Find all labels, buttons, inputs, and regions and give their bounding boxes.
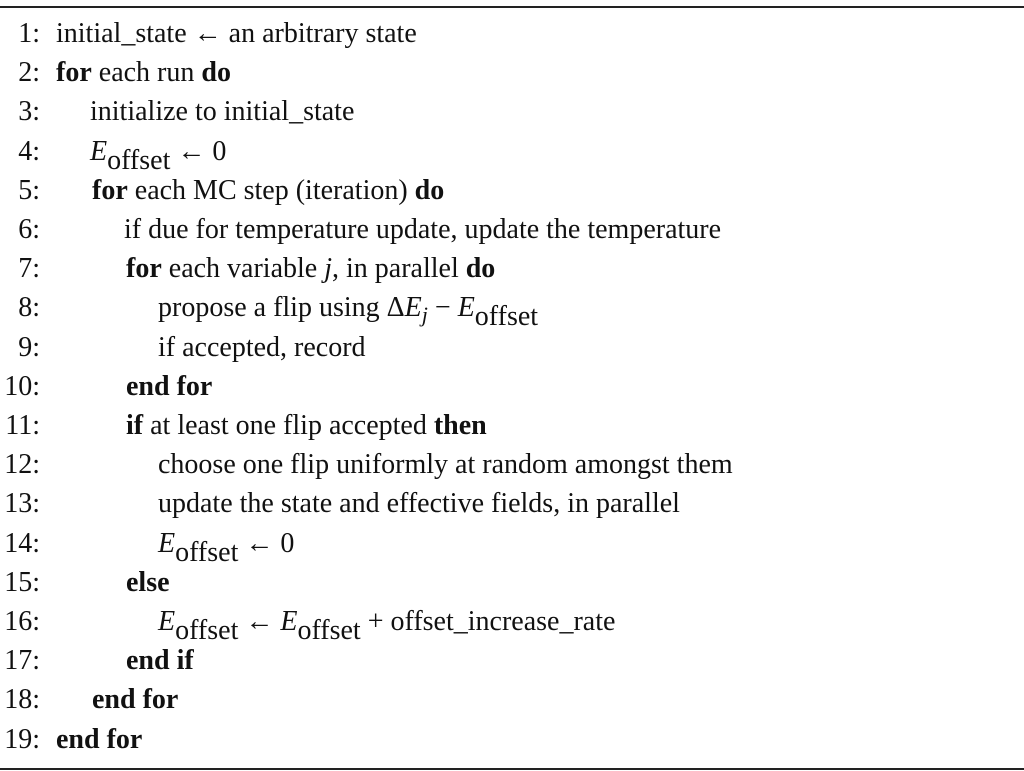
line-number: 9:	[18, 331, 40, 363]
line-text	[56, 720, 142, 759]
line-number: 3:	[18, 96, 40, 128]
algorithm-line	[0, 92, 1024, 131]
algorithm-line	[0, 249, 1024, 288]
line-number: 16:	[4, 606, 40, 637]
keyword: for	[126, 253, 162, 285]
subscript: offset	[474, 301, 539, 333]
line-text	[126, 367, 212, 406]
line-number: 8:	[18, 292, 40, 324]
keyword: for	[92, 174, 128, 206]
line-number: 18:	[4, 684, 40, 716]
algorithm-line	[0, 445, 1024, 484]
math-symbol: E	[158, 527, 176, 559]
text-fragment: each run	[91, 57, 202, 89]
line-text	[126, 641, 194, 680]
text-fragment: ←	[238, 606, 281, 637]
algorithm-line	[0, 720, 1024, 759]
text-fragment: ← 0	[170, 135, 227, 167]
line-number: 7:	[18, 253, 40, 285]
line-text	[158, 484, 680, 523]
text-fragment: update the state and effective fields, in parallel	[158, 488, 680, 520]
text-fragment: −	[427, 292, 458, 324]
line-number: 5:	[18, 174, 40, 206]
line-number: 4:	[18, 135, 40, 167]
algorithm-line	[0, 563, 1024, 602]
text-fragment: ← 0	[238, 527, 295, 559]
subscript: offset	[175, 536, 239, 568]
line-number: 10:	[4, 370, 40, 402]
algorithm-line	[0, 524, 1024, 568]
text-fragment: if accepted, record	[158, 331, 366, 363]
line-text	[158, 602, 616, 646]
line-text	[90, 92, 354, 131]
algorithm-line	[0, 602, 1024, 646]
algorithm-line	[0, 367, 1024, 406]
line-text	[56, 53, 231, 92]
text-fragment: ←	[186, 18, 229, 49]
line-text	[92, 680, 178, 719]
algorithm-line	[0, 288, 1024, 333]
text-fragment: propose a flip using	[158, 292, 387, 324]
math-symbol: E	[280, 606, 298, 637]
algorithm-line	[0, 484, 1024, 523]
keyword: do	[414, 174, 445, 206]
text-fragment: initialize to initial_state	[90, 96, 355, 128]
text-fragment: each variable	[161, 253, 325, 285]
line-text	[126, 406, 487, 445]
line-text	[124, 210, 721, 249]
line-number: 11:	[5, 410, 40, 441]
algorithm-line	[0, 171, 1024, 210]
line-number: 13:	[4, 488, 40, 520]
bottom-rule	[0, 768, 1024, 770]
line-text	[158, 524, 295, 568]
algorithm-line	[0, 210, 1024, 249]
text-fragment: choose one flip uniformly at random amongst them	[158, 449, 733, 481]
line-number: 14:	[4, 527, 40, 559]
top-rule	[0, 6, 1024, 8]
subscript: offset	[297, 615, 361, 646]
keyword: do	[465, 253, 496, 285]
line-text	[92, 171, 444, 210]
keyword: end for	[92, 684, 179, 716]
line-text	[158, 328, 366, 367]
line-text	[126, 249, 495, 288]
line-text	[158, 288, 539, 333]
math-symbol: j	[324, 253, 332, 285]
algorithm-line	[0, 680, 1024, 719]
algorithm-line	[0, 14, 1024, 53]
keyword: then	[433, 410, 487, 441]
text-fragment: at least one flip accepted	[143, 410, 434, 441]
keyword: end if	[126, 645, 194, 677]
math-symbol: E	[457, 292, 475, 324]
text-fragment: Δ	[386, 292, 405, 324]
line-number: 1:	[18, 18, 40, 49]
text-fragment: + offset_increase_rate	[360, 606, 616, 637]
text-fragment: initial_state	[56, 18, 187, 49]
algorithm-line	[0, 53, 1024, 92]
keyword: do	[201, 57, 231, 89]
line-number: 19:	[4, 723, 40, 755]
algorithm-line	[0, 132, 1024, 176]
keyword: else	[126, 566, 170, 598]
text-fragment: if due for temperature update, update the temperature	[124, 214, 722, 245]
subscript: offset	[175, 615, 239, 646]
line-text	[56, 14, 417, 53]
text-fragment: , in parallel	[332, 253, 466, 285]
text-fragment: each MC step (iteration)	[127, 174, 415, 206]
text-fragment: an arbitrary state	[228, 18, 417, 49]
line-number: 2:	[18, 57, 40, 89]
algorithm-line	[0, 406, 1024, 445]
keyword: end for	[126, 370, 213, 402]
math-subscript: j	[421, 302, 428, 328]
keyword: if	[126, 410, 144, 441]
line-text	[158, 445, 733, 484]
algorithm-line	[0, 641, 1024, 680]
line-text	[126, 563, 170, 602]
math-symbol: E	[158, 606, 176, 637]
line-number: 6:	[18, 214, 40, 245]
line-number: 12:	[4, 449, 40, 481]
line-text	[90, 132, 227, 176]
subscript: offset	[107, 144, 171, 176]
line-number: 17:	[4, 645, 40, 677]
math-symbol: E	[404, 292, 422, 324]
keyword: end for	[56, 723, 143, 755]
line-number: 15:	[4, 566, 40, 598]
algorithm-line	[0, 328, 1024, 367]
keyword: for	[56, 57, 92, 89]
math-symbol: E	[90, 135, 108, 167]
